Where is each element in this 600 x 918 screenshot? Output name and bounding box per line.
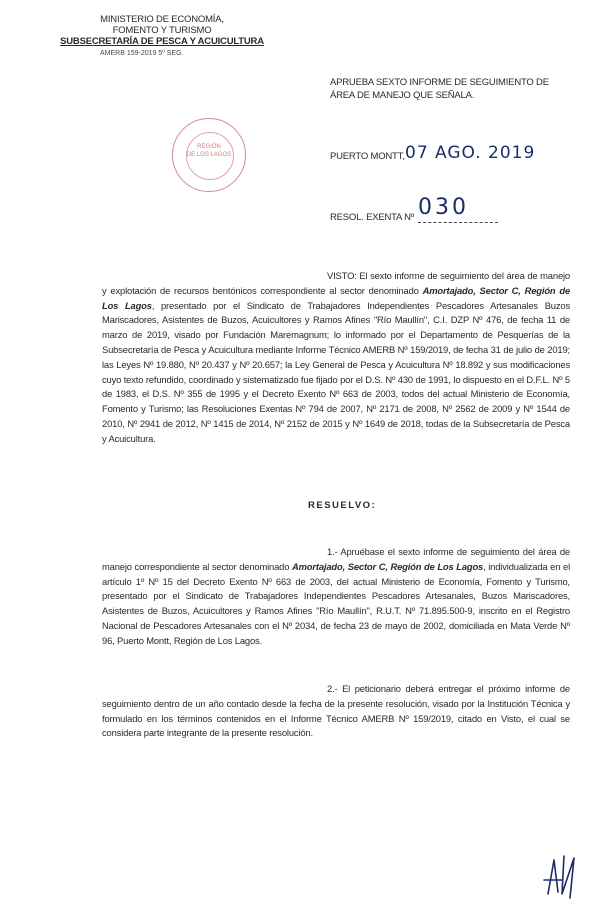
resolution-number: 030 <box>418 195 469 220</box>
resolution-label: RESOL. EXENTA Nº <box>330 212 415 223</box>
handwritten-initials <box>540 850 580 902</box>
office-stamp <box>172 118 246 192</box>
resolution-item-2: 2.- El peticionario deberá entregar el próximo informe de seguimiento dentro de un año contado desde la fecha de la presente resolución, visado por la Institución Técnica y formulado en los términos contenidos en el Informe Técnico AMERB Nº 159/2019, citado en Visto, el cual se considera parte integrante de la presente resolución. <box>102 683 570 739</box>
visto-paragraph <box>102 269 570 447</box>
visto-sector: Amortajado, Sector C, Región de Los Lagos <box>102 284 571 311</box>
stamp-line-1: REGIÓN <box>197 144 221 150</box>
resuelvo-heading: RESUELVO: <box>308 500 377 511</box>
stamp-line-2: DE LOS LAGOS <box>186 152 232 158</box>
item1-sector: Amortajado, Sector C, Región de Los Lagos <box>292 560 484 572</box>
resolution-number-underline <box>418 222 498 223</box>
visto-rest: , presentado por el Sindicato de Trabajadores Independientes Pescadores Artesanales Buzos Mariscadores, Asistentes de Buzos, Acuicultores y Ramos Afines "Río Maullín", C.I. DZP Nº 476, de fecha 11 de marzo de 2019, visado por Fundación Maremagnum; lo informado por el Departamento de Pesquerías de la Subsecretaría de Pesca y Acuicultura mediante Informe Técnico AMERB Nº 159/2019, de fecha 31 de julio de 2019; las Leyes Nº 19.880, Nº 20.437 y Nº 20.657; la Ley General de Pesca y Acuicultura Nº 18.892 y sus modificaciones cuyo texto refundido, coordinado y sistematizado fue fijado por el D.S. Nº 430 de 1991, lo dispuesto en el D.F.L. Nº 5 de 1983, el D.S. Nº 355 de 1995 y el Decreto Exento Nº 663 de 2003, todos del actual Ministerio de Economía, Fomento y Turismo; las Resoluciones Exentas Nº 794 de 2007, Nº 2171 de 2008, Nº 2562 de 2009 y Nº 1544 de 2010, Nº 2941 de 2012, Nº 1415 de 2014, Nº 2152 de 2015 y Nº 1649 de 2018, todas de la Subsecretaría de Pesca y Acuicultura. <box>102 299 570 444</box>
visto-intro: VISTO: El sexto informe de seguimiento del área de manejo y explotación de recursos bentónicos correspondiente al sector denominado <box>102 270 570 296</box>
reference-code: AMERB 159-2019 5º SEG. <box>100 50 184 57</box>
place-label: PUERTO MONTT, <box>330 151 405 162</box>
subject <box>330 76 570 102</box>
date-stamp: 07 AGO. 2019 <box>405 143 536 163</box>
item1-rest: , individualizada en el artículo 1º Nº 15 del Decreto Exento Nº 663 de 2003, del actual Ministerio de Economía, Fomento y Turismo, presentado por el Sindicato de Trabajadores Independientes Pescadores Artesanales, Buzos Mariscadores, Asistentes de Buzos, Acuicultores y Ramos Afines "Río Maullín", R.U.T. Nº 71.895.500-9, inscrito en el Registro Nacional de Pescadores Artesanales con el Nº 2034, de fecha 23 de mayo de 2002, domiciliada en Mata Verde Nº 96, Puerto Montt, Región de Los Lagos. <box>102 560 570 646</box>
header-subsecretariat: SUBSECRETARÍA DE PESCA Y ACUICULTURA <box>60 36 264 47</box>
resolution-item-1 <box>102 545 570 649</box>
header-ministry: MINISTERIO DE ECONOMÍA, <box>100 14 224 25</box>
item1-intro: 1.- Apruébase el sexto informe de seguimiento del área de manejo correspondiente al sector denominado <box>102 546 570 572</box>
subject-line-2: ÁREA DE MANEJO QUE SEÑALA. <box>330 90 475 101</box>
stamp-text <box>173 143 245 159</box>
issuer-header <box>52 14 272 47</box>
header-ministry-sub: FOMENTO Y TURISMO <box>112 25 212 36</box>
subject-line-1: APRUEBA SEXTO INFORME DE SEGUIMIENTO DE <box>330 77 549 88</box>
